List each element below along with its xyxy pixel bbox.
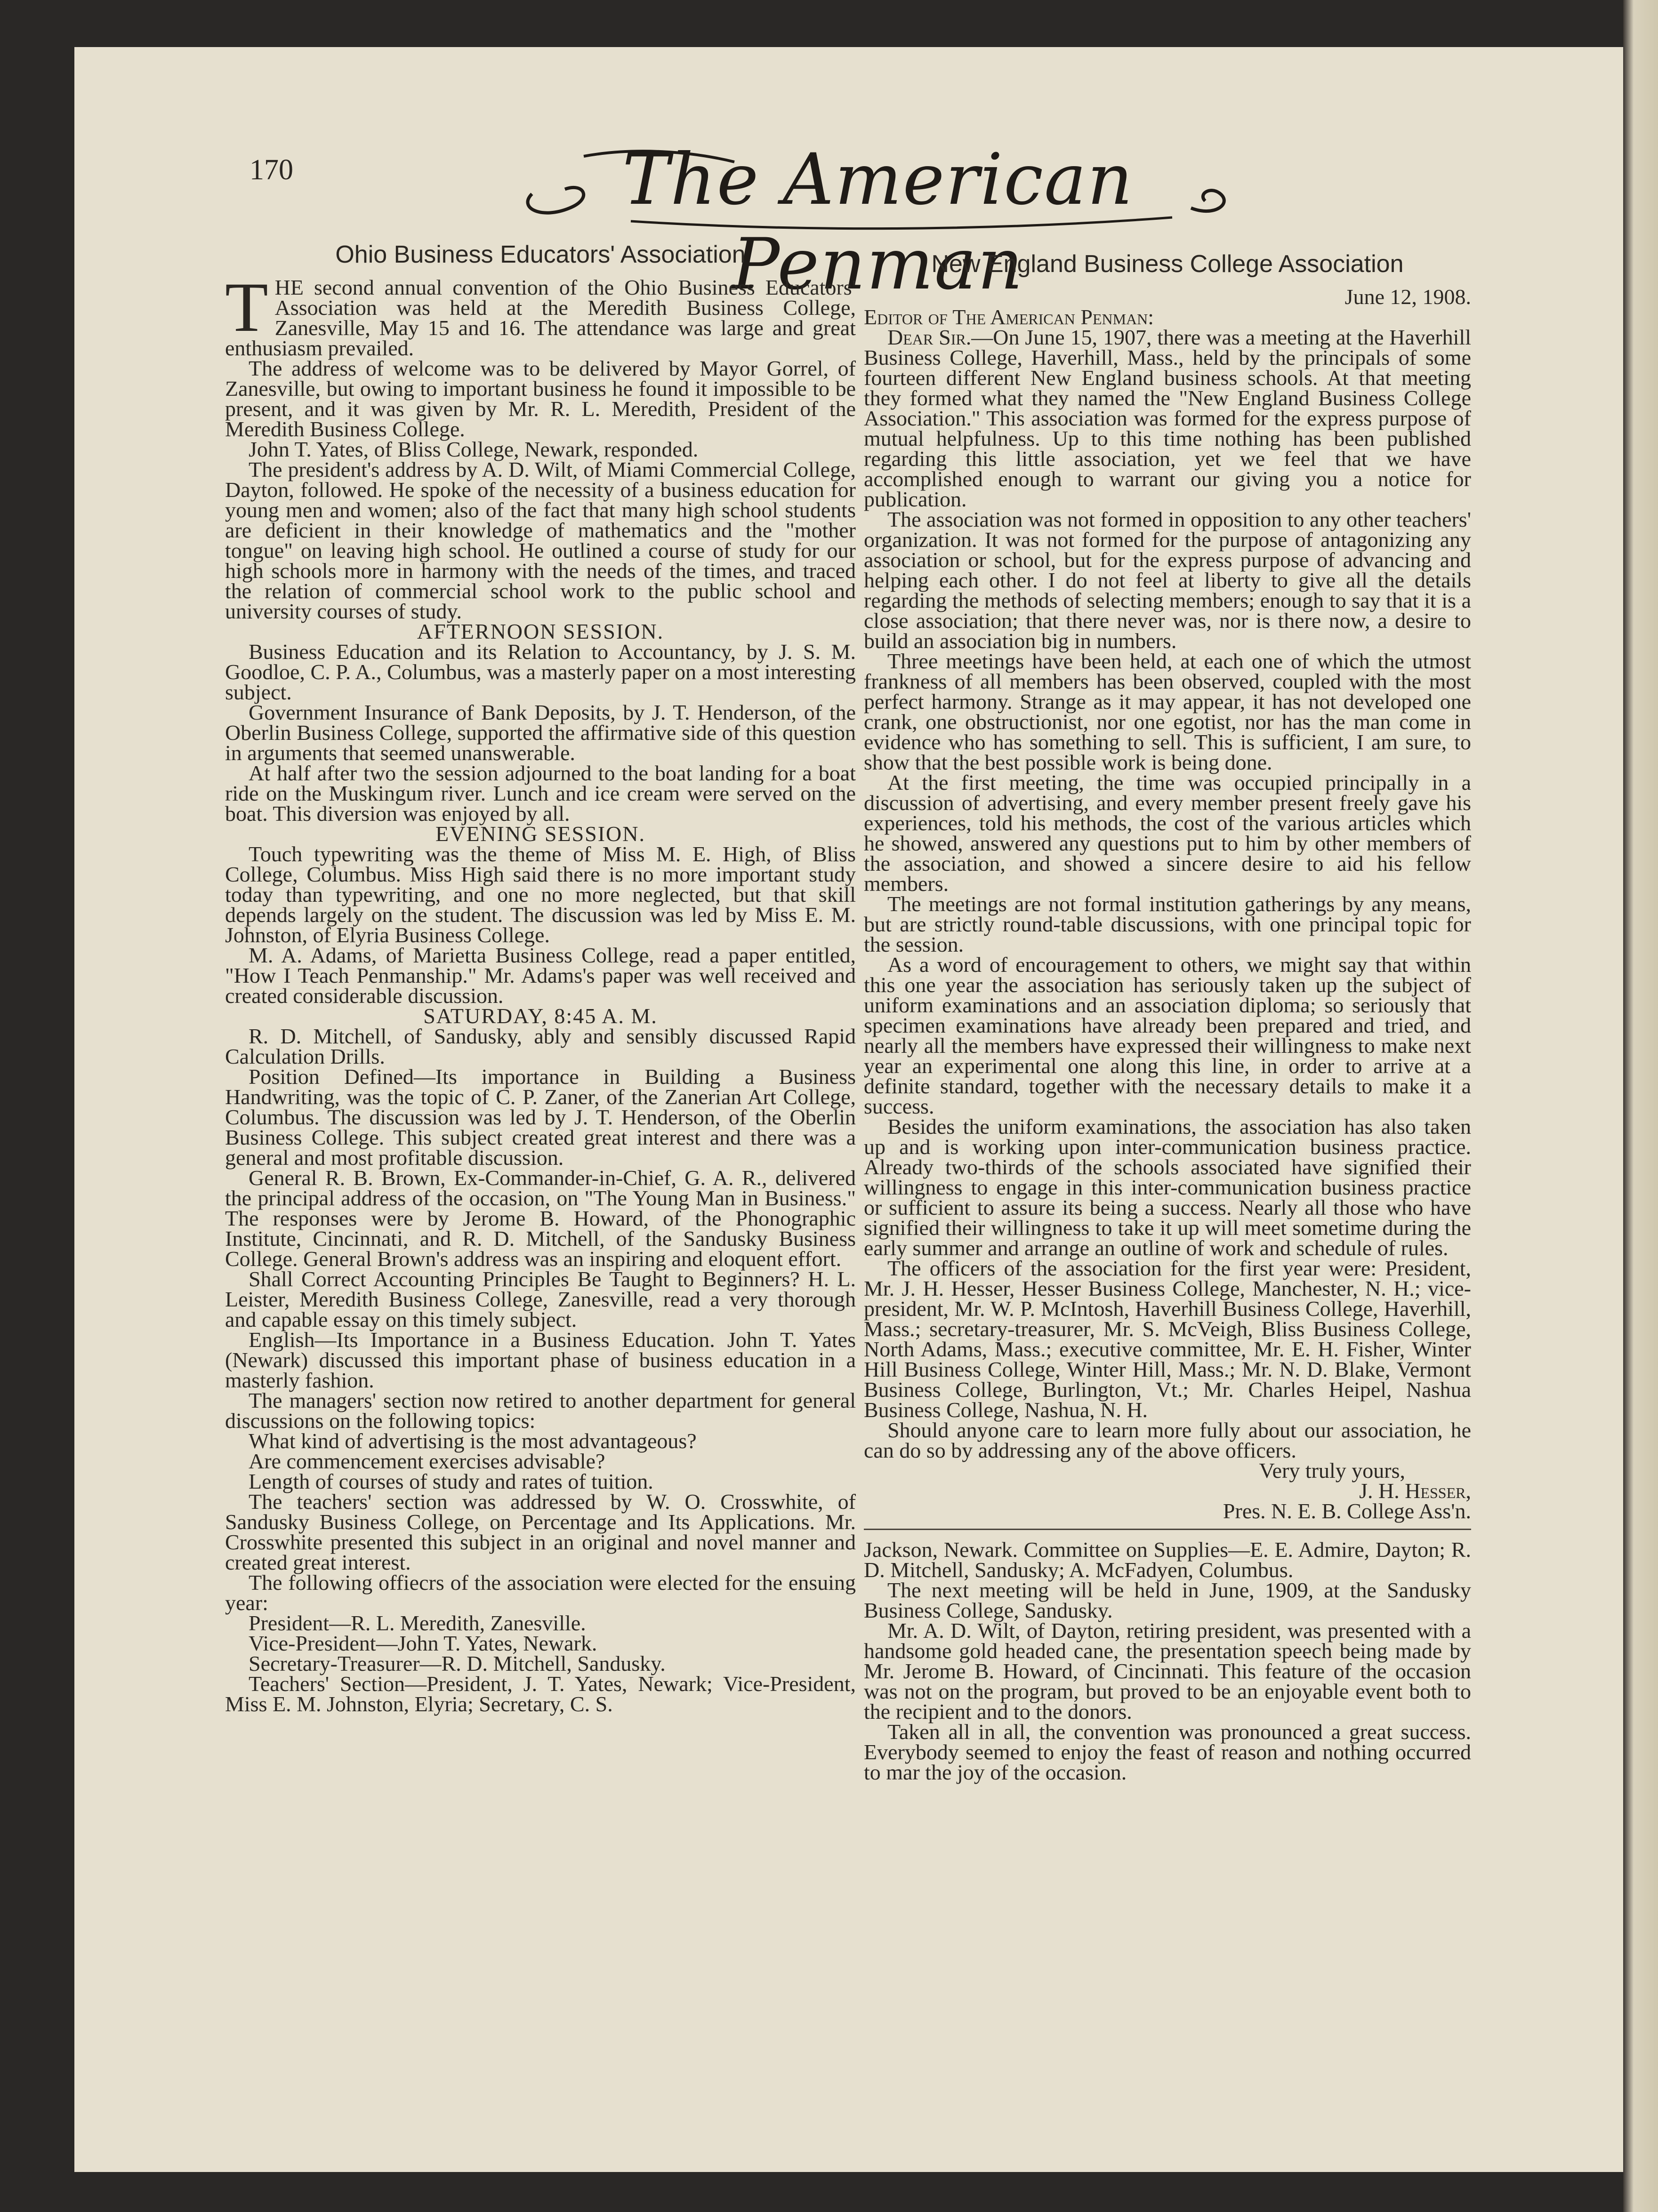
paragraph: Taken all in all, the convention was pronounced a great success. Everybody seemed to enjoy the feast of reason and nothing occurred to mar the joy of the occasion. bbox=[864, 1720, 1471, 1784]
paragraph: English—Its Importance in a Business Education. John T. Yates (Newark) discussed this important phase of business education in a masterly fashion. bbox=[225, 1328, 856, 1392]
letter-signature-title: Pres. N. E. B. College Ass'n. bbox=[1223, 1499, 1471, 1523]
paragraph: At the first meeting, the time was occupied principally in a discussion of advertising, and every member present freely gave his experiences, told his methods, the cost of the various articles which he showed, answered any questions put to him by other members of the association, and showed a sincere desire to aid his fellow members. bbox=[864, 770, 1471, 896]
topic-item: Are commencement exercises advisable? bbox=[249, 1449, 605, 1473]
paragraph: The officers of the association for the first year were: President, Mr. J. H. Hesser, Hesser Business College, Manchester, N. H.; vice-president, Mr. W. P. McIntosh, Haverhill Business College, Haverhill, Mass.; secretary-treasurer, Mr. S. McVeigh, Bliss Business College, North Adams, Mass.; executive committee, Mr. E. H. Fisher, Winter Hill Business College, Winter Hill, Mass.; Mr. N. D. Blake, Vermont Business College, Burlington, Vt.; Mr. Charles Heipel, Nashua Business College, Nashua, N. H. bbox=[864, 1256, 1471, 1422]
section-heading: SATURDAY, 8:45 A. M. bbox=[423, 1004, 658, 1028]
paragraph: M. A. Adams, of Marietta Business College, read a paper entitled, "How I Teach Penmanship." Mr. Adams's paper was well received and created considerable discussion. bbox=[225, 943, 856, 1008]
paragraph: As a word of encouragement to others, we might say that within this one year the association has seriously taken up the subject of uniform examinations and an association diploma; so seriously that specimen examinations have already been prepared and tried, and nearly all the members have expressed their willingness to make next year an experimental one along this line, in order to arrive at a definite standard, together with the necessary details to make it a success. bbox=[864, 953, 1471, 1118]
paragraph: Should anyone care to learn more fully about our association, he can do so by addressing any of the above officers. bbox=[864, 1418, 1471, 1462]
paragraph: Jackson, Newark. Committee on Supplies—E. E. Admire, Dayton; R. D. Mitchell, Sandusky; A. McFadyen, Columbus. bbox=[864, 1538, 1471, 1582]
paragraph: The next meeting will be held in June, 1909, at the Sandusky Business College, Sandusky. bbox=[864, 1578, 1471, 1622]
column-divider-rule bbox=[864, 1529, 1471, 1530]
drop-cap: T bbox=[225, 268, 268, 346]
left-column bbox=[225, 241, 856, 1716]
letter-date: June 12, 1908. bbox=[1344, 285, 1471, 309]
paragraph: Shall Correct Accounting Principles Be Taught to Beginners? H. L. Leister, Meredith Business College, Zanesville, read a very thorough and capable essay on this timely subject. bbox=[225, 1267, 856, 1331]
paragraph: Besides the uniform examinations, the association has also taken up and is working upon inter-communication business practice. Already two-thirds of the schools associated have signified their willingness to engage in this inter-communication business practice or sufficient to assure its being a success. Nearly all those who have signified their willingness to take it up will meet sometime during the early summer and arrange an outline of work and schedule of rules. bbox=[864, 1114, 1471, 1260]
paragraph: The association was not formed in opposition to any other teachers' organization. It was not formed for the purpose of antagonizing any association or school, but for the express purpose of advancing and helping each other. I do not feel at liberty to give all the details regarding the methods of selecting members; enough to say that it is a close association; that there never was, nor is there now, a desire to build an association big in numbers. bbox=[864, 507, 1471, 653]
paragraph: The teachers' section was addressed by W. O. Crosswhite, of Sandusky Business College, on Percentage and Its Applications. Mr. Crosswhite presented this subject in an original and novel manner and created great interest. bbox=[225, 1490, 856, 1574]
topic-item: What kind of advertising is the most advantageous? bbox=[249, 1429, 697, 1453]
book-edge bbox=[1623, 0, 1658, 2212]
masthead-flourish bbox=[513, 137, 1243, 236]
paragraph: The president's address by A. D. Wilt, of Miami Commercial College, Dayton, followed. He spoke of the necessity of a business education for young men and women; also of the fact that many high school students are deficient in their knowledge of mathematics and the "mother tongue" on leaving high school. He outlined a course of study for our high schools more in harmony with the needs of the times, and traced the relation of commercial school work to the public school and university courses of study. bbox=[225, 457, 856, 623]
paragraph: General R. B. Brown, Ex-Commander-in-Chief, G. A. R., delivered the principal address of the occasion, on "The Young Man in Business." The responses were by Jerome B. Howard, of the Phonographic Institute, Cincinnati, and R. D. Mitchell, of the Sandusky Business College. General Brown's address was an inspiring and eloquent effort. bbox=[225, 1166, 856, 1271]
paragraph: R. D. Mitchell, of Sandusky, ably and sensibly discussed Rapid Calculation Drills. bbox=[225, 1024, 856, 1068]
letter-signoff: Very truly yours, bbox=[1259, 1459, 1405, 1483]
paragraph: The managers' section now retired to another department for general discussions on the following topics: bbox=[225, 1388, 856, 1433]
paragraph: Business Education and its Relation to Accountancy, by J. S. M. Goodloe, C. P. A., Columbus, was a masterly paper on a most interesting subject. bbox=[225, 640, 856, 704]
officer-item: Teachers' Section—President, J. T. Yates, Newark; Vice-President, Miss E. M. Johnston, Elyria; Secretary, C. S. bbox=[225, 1672, 856, 1716]
section-heading: AFTERNOON SESSION. bbox=[417, 619, 664, 643]
paragraph: Government Insurance of Bank Deposits, by J. T. Henderson, of the Oberlin Business College, supported the affirmative side of this question in arguments that seemed unanswerable. bbox=[225, 700, 856, 765]
page-number: 170 bbox=[250, 154, 293, 186]
officer-item: President—R. L. Meredith, Zanesville. bbox=[249, 1611, 586, 1635]
paragraph: The following offiecrs of the association were elected for the ensuing year: bbox=[225, 1571, 856, 1615]
officer-item: Vice-President—John T. Yates, Newark. bbox=[249, 1631, 597, 1655]
section-heading: EVENING SESSION. bbox=[435, 822, 645, 846]
paragraph: Three meetings have been held, at each one of which the utmost frankness of all members has been observed, coupled with the most perfect harmony. Strange as it may appear, it has not developed one crank, one obstructionist, nor one egotist, nor has the man come in evidence who has something to sell. This is sufficient, I am sure, to show that the best possible work is being done. bbox=[864, 649, 1471, 774]
paragraph: The address of welcome was to be delivered by Mayor Gorrel, of Zanesville, but owing to important business he found it impossible to be present, and it was given by Mr. R. L. Meredith, President of the Meredith Business College. bbox=[225, 356, 856, 441]
paragraph: At half after two the session adjourned to the boat landing for a boat ride on the Muskingum river. Lunch and ice cream were served on the boat. This diversion was enjoyed by all. bbox=[225, 761, 856, 825]
right-column bbox=[864, 245, 1471, 1782]
paragraph: Mr. A. D. Wilt, of Dayton, retiring president, was presented with a handsome gold headed cane, the presentation speech being made by Mr. Jerome B. Howard, of Cincinnati. This feature of the occasion was not on the program, but proved to be an enjoyable event both to the recipient and to the donors. bbox=[864, 1619, 1471, 1723]
topic-item: Length of courses of study and rates of tuition. bbox=[249, 1469, 653, 1493]
article-title-ohio: Ohio Business Educators' Association bbox=[335, 241, 746, 268]
paragraph: John T. Yates, of Bliss College, Newark, responded. bbox=[249, 437, 699, 461]
officer-item: Secretary-Treasurer—R. D. Mitchell, Sandusky. bbox=[249, 1651, 666, 1675]
paragraph: Dear Sir.—On June 15, 1907, there was a meeting at the Haverhill Business College, Haverhill, Mass., held by the principals of some fourteen different New England business schools. At that meeting they formed what they named the "New England Business College Association." This association was formed for the express purpose of mutual helpfulness. Up to this time nothing has been published regarding this little association, yet we feel that we have accomplished enough to warrant our giving you a notice for publication. bbox=[864, 325, 1471, 511]
salutation: Dear Sir. bbox=[887, 325, 972, 349]
article-title-new-england: New England Business College Association bbox=[931, 250, 1404, 278]
paragraph: THE second annual convention of the Ohio Business Educators' Association was held at the Meredith Business College, Zanesville, May 15 and 16. The attendance was large and great enthusiasm prevailed. bbox=[225, 268, 856, 360]
paragraph: The meetings are not formal institution gatherings by any means, but are strictly round-table discussions, with one principal topic for the session. bbox=[864, 892, 1471, 956]
paragraph: Touch typewriting was the theme of Miss M. E. High, of Bliss College, Columbus. Miss High said there is no more important study today than typewriting, and one no more neglected, but that skill depends largely on the student. The discussion was led by Miss E. M. Johnston, of Elyria Business College. bbox=[225, 842, 856, 947]
masthead-title: The American Penman bbox=[622, 139, 1134, 305]
letter-signature: J. H. Hesser, bbox=[1359, 1479, 1471, 1503]
paragraph: Position Defined—Its importance in Building a Business Handwriting, was the topic of C. P. Zaner, of the Zanerian Art College, Columbus. The discussion was led by J. T. Henderson, of the Oberlin Business College. This subject created great interest and there was a general and most profitable discussion. bbox=[225, 1065, 856, 1170]
letter-addressee: Editor of The American Penman: bbox=[864, 305, 1154, 329]
